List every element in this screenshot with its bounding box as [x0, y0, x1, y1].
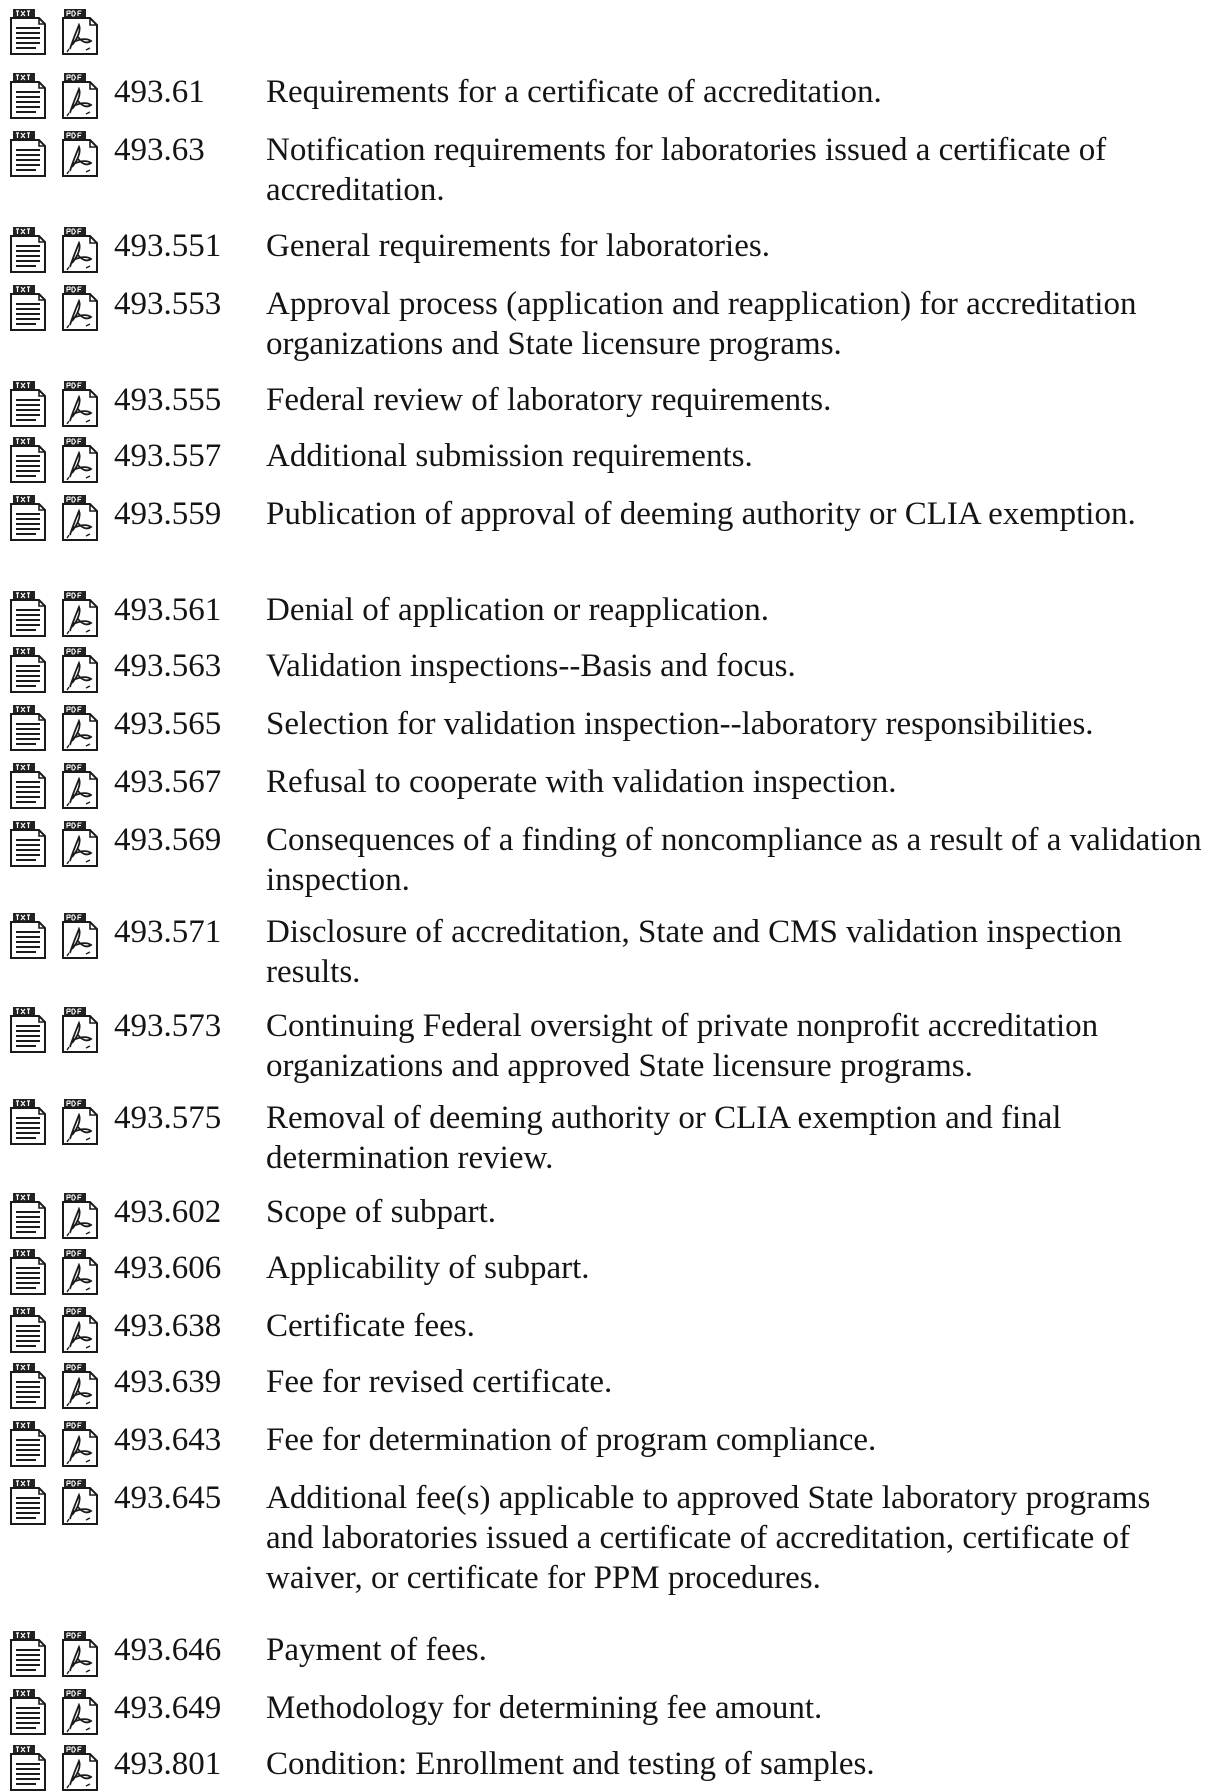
section-number: 493.573 — [114, 1008, 222, 1044]
section-title: Scope of subpart. — [266, 1194, 497, 1230]
text-document-icon[interactable] — [8, 1098, 48, 1146]
pdf-document-icon[interactable] — [60, 704, 100, 752]
text-document-icon[interactable] — [8, 1248, 48, 1296]
section-number: 493.555 — [114, 382, 222, 418]
text-document-icon[interactable] — [8, 646, 48, 694]
section-title: Fee for determination of program compliance. — [266, 1422, 877, 1458]
section-title: Continuing Federal oversight of private nonprofit accreditation organizations and approved State licensure programs. — [266, 1008, 1099, 1084]
section-number: 493.645 — [114, 1480, 222, 1516]
pdf-document-icon[interactable] — [60, 1420, 100, 1468]
section-number: 493.606 — [114, 1250, 222, 1286]
pdf-document-icon[interactable] — [60, 1306, 100, 1354]
text-document-icon[interactable] — [8, 1192, 48, 1240]
text-document-icon[interactable] — [8, 130, 48, 178]
text-document-icon[interactable] — [8, 284, 48, 332]
pdf-document-icon[interactable] — [60, 436, 100, 484]
section-number: 493.801 — [114, 1746, 222, 1782]
section-number: 493.557 — [114, 438, 222, 474]
text-document-icon[interactable] — [8, 1006, 48, 1054]
text-document-icon[interactable] — [8, 820, 48, 868]
section-number: 493.561 — [114, 592, 222, 628]
section-number: 493.571 — [114, 914, 222, 950]
section-number: 493.602 — [114, 1194, 222, 1230]
section-title: Certificate fees. — [266, 1308, 475, 1344]
pdf-document-icon[interactable] — [60, 494, 100, 542]
section-number: 493.575 — [114, 1100, 222, 1136]
pdf-document-icon[interactable] — [60, 1248, 100, 1296]
pdf-document-icon[interactable] — [60, 762, 100, 810]
section-number: 493.565 — [114, 706, 222, 742]
section-title: Refusal to cooperate with validation inspection. — [266, 764, 897, 800]
pdf-document-icon[interactable] — [60, 1098, 100, 1146]
pdf-document-icon[interactable] — [60, 1006, 100, 1054]
section-number: 493.649 — [114, 1690, 222, 1726]
pdf-document-icon[interactable] — [60, 72, 100, 120]
pdf-document-icon[interactable] — [60, 1478, 100, 1526]
text-document-icon[interactable] — [8, 8, 48, 56]
pdf-document-icon[interactable] — [60, 590, 100, 638]
section-title: Notification requirements for laboratories issued a certificate of accreditation. — [266, 132, 1107, 208]
section-number: 493.646 — [114, 1632, 222, 1668]
section-number: 493.638 — [114, 1308, 222, 1344]
text-document-icon[interactable] — [8, 1630, 48, 1678]
section-title: Publication of approval of deeming authority or CLIA exemption. — [266, 496, 1136, 532]
pdf-document-icon[interactable] — [60, 226, 100, 274]
section-number: 493.569 — [114, 822, 222, 858]
pdf-document-icon[interactable] — [60, 1192, 100, 1240]
section-title: Additional submission requirements. — [266, 438, 753, 474]
section-title: Disclosure of accreditation, State and CMS validation inspection results. — [266, 914, 1122, 990]
text-document-icon[interactable] — [8, 436, 48, 484]
pdf-document-icon[interactable] — [60, 8, 100, 56]
text-document-icon[interactable] — [8, 1362, 48, 1410]
text-document-icon[interactable] — [8, 762, 48, 810]
section-number: 493.61 — [114, 74, 205, 110]
section-number: 493.553 — [114, 286, 222, 322]
section-title: Validation inspections--Basis and focus. — [266, 648, 796, 684]
section-number: 493.639 — [114, 1364, 222, 1400]
section-number: 493.63 — [114, 132, 205, 168]
section-title: Removal of deeming authority or CLIA exemption and final determination review. — [266, 1100, 1062, 1176]
section-title: Denial of application or reapplication. — [266, 592, 770, 628]
pdf-document-icon[interactable] — [60, 912, 100, 960]
text-document-icon[interactable] — [8, 1420, 48, 1468]
pdf-document-icon[interactable] — [60, 1688, 100, 1736]
section-number: 493.643 — [114, 1422, 222, 1458]
text-document-icon[interactable] — [8, 912, 48, 960]
section-title: Approval process (application and reapplication) for accreditation organizations and State licensure programs. — [266, 286, 1137, 362]
pdf-document-icon[interactable] — [60, 1744, 100, 1792]
text-document-icon[interactable] — [8, 380, 48, 428]
text-document-icon[interactable] — [8, 1744, 48, 1792]
text-document-icon[interactable] — [8, 72, 48, 120]
section-number: 493.567 — [114, 764, 222, 800]
section-title: Applicability of subpart. — [266, 1250, 590, 1286]
section-title: Federal review of laboratory requirements. — [266, 382, 832, 418]
text-document-icon[interactable] — [8, 590, 48, 638]
text-document-icon[interactable] — [8, 1688, 48, 1736]
section-title: Additional fee(s) applicable to approved State laboratory programs and laboratories issued a certificate of accreditation, certificate of waiver, or certificate for PPM procedures. — [266, 1480, 1151, 1596]
text-document-icon[interactable] — [8, 1478, 48, 1526]
pdf-document-icon[interactable] — [60, 646, 100, 694]
text-document-icon[interactable] — [8, 1306, 48, 1354]
text-document-icon[interactable] — [8, 494, 48, 542]
section-title: General requirements for laboratories. — [266, 228, 770, 264]
pdf-document-icon[interactable] — [60, 1630, 100, 1678]
text-document-icon[interactable] — [8, 226, 48, 274]
pdf-document-icon[interactable] — [60, 1362, 100, 1410]
section-title: Payment of fees. — [266, 1632, 487, 1668]
section-number: 493.551 — [114, 228, 222, 264]
section-number: 493.563 — [114, 648, 222, 684]
section-title: Methodology for determining fee amount. — [266, 1690, 823, 1726]
pdf-document-icon[interactable] — [60, 380, 100, 428]
pdf-document-icon[interactable] — [60, 130, 100, 178]
pdf-document-icon[interactable] — [60, 820, 100, 868]
pdf-document-icon[interactable] — [60, 284, 100, 332]
section-title: Condition: Enrollment and testing of samples. — [266, 1746, 875, 1782]
text-document-icon[interactable] — [8, 704, 48, 752]
section-title: Fee for revised certificate. — [266, 1364, 613, 1400]
section-title: Requirements for a certificate of accreditation. — [266, 74, 882, 110]
section-title: Selection for validation inspection--laboratory responsibilities. — [266, 706, 1094, 742]
section-title: Consequences of a finding of noncompliance as a result of a validation inspection. — [266, 822, 1202, 898]
section-number: 493.559 — [114, 496, 222, 532]
